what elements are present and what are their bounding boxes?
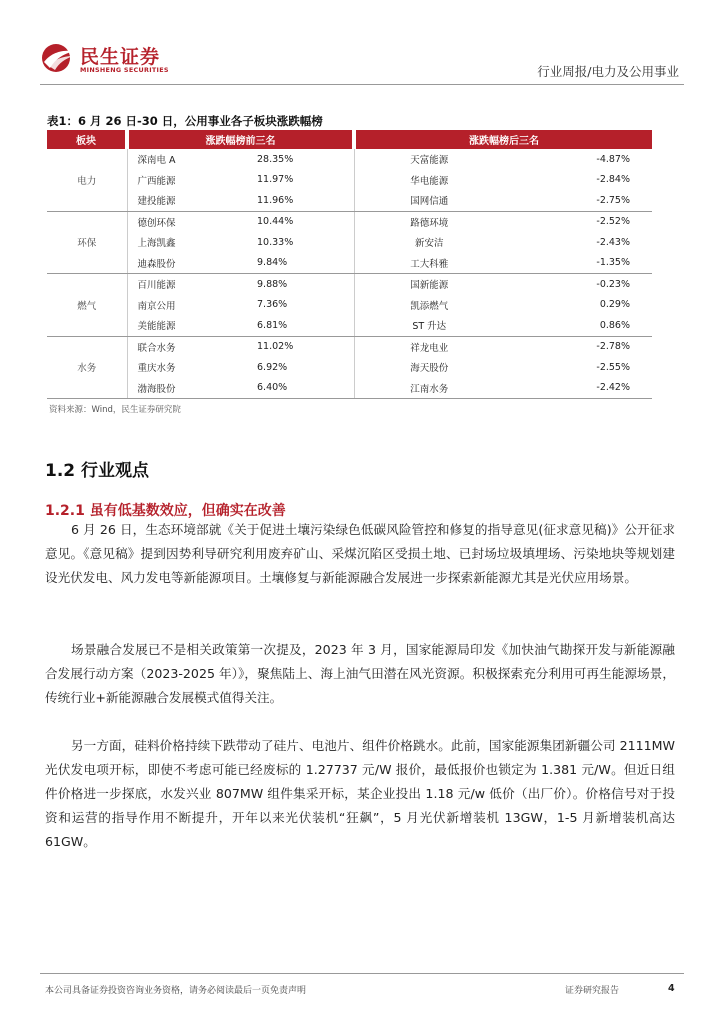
header-top-three: 涨跌幅榜前三名 — [127, 130, 354, 149]
table-header-row — [47, 130, 652, 149]
sector-cell: 环保 — [47, 211, 127, 274]
top-value-cell: 11.97% — [257, 174, 294, 186]
bottom-name-cell: 海天股份 — [354, 357, 504, 378]
bottom-name-cell: 祥龙电业 — [354, 336, 504, 357]
footer-report-type: 证券研究报告 — [565, 986, 620, 996]
paragraph-3: 另一方面，硅料价格持续下跌带动了硅片、电池片、组件价格跳水。此前，国家能源集团新疆公司 2111MW 光伏发电项开标，即使不考虑可能已经废标的 1.27737 元/W 报价，最低报价也锁定为 1.381 元/W。但近日组件价格进一步探底，水发兴业 807MW 组件集采开标，某企业投出 1.18 元/w 低价（出厂价）。价格信号对于投资和运营的指导作用不断提升，开年以来光伏装机“狂飙”，5 月光伏新增装机 13GW，1-5 月新增装机高达 61GW。 — [45, 738, 675, 849]
table-row — [47, 336, 652, 357]
page-number: 4 — [668, 983, 675, 994]
top-name-cell: 上海凯鑫 — [127, 232, 257, 253]
bottom-name-cell: 工大科雅 — [354, 253, 504, 274]
bottom-name-cell: 江南水务 — [354, 378, 504, 399]
minsheng-logo — [40, 40, 180, 80]
top-value-cell: 11.02% — [257, 341, 294, 353]
top-name-cell: 德创环保 — [127, 211, 257, 232]
bottom-name-cell: 凯添燃气 — [354, 295, 504, 316]
sector-cell: 燃气 — [47, 274, 127, 337]
bottom-value-cell: -2.55% — [596, 361, 630, 373]
top-name-cell: 渤海股份 — [127, 378, 257, 399]
bottom-value-cell: -2.52% — [596, 216, 630, 228]
bottom-name-cell: ST 升达 — [354, 315, 504, 336]
table-row — [47, 232, 652, 253]
top-name-cell: 联合水务 — [127, 336, 257, 357]
top-value-cell: 28.35% — [257, 153, 294, 165]
bottom-name-cell: 路德环境 — [354, 211, 504, 232]
table-row — [47, 295, 652, 316]
table-row — [47, 211, 652, 232]
bottom-value-cell: -0.23% — [596, 278, 630, 290]
sector-cell: 水务 — [47, 336, 127, 399]
bottom-value-cell: -2.75% — [504, 190, 652, 211]
table-row — [47, 170, 652, 191]
table-row — [47, 190, 652, 211]
bottom-value-cell: 0.29% — [599, 299, 630, 311]
bottom-name-cell: 新安洁 — [354, 232, 504, 253]
bottom-value-cell: -2.42% — [504, 378, 652, 399]
sector-cell: 电力 — [47, 149, 127, 211]
top-name-cell: 南京公用 — [127, 295, 257, 316]
top-value-cell: 9.84% — [257, 253, 354, 274]
bottom-value-cell: -2.84% — [596, 174, 630, 186]
bottom-value-cell: -2.43% — [596, 236, 630, 248]
table-row — [47, 357, 652, 378]
paragraph-1: 6 月 26 日，生态环境部就《关于促进土壤污染绿色低碳风险管控和修复的指导意见(征求意见稿)》公开征求意见。《意见稿》提到因势利导研究利用废弃矿山、采煤沉陷区受损土地、已封场垃圾填埋场、污染地块等规划建设光伏发电、风力发电等新能源项目。土壤修复与新能源融合发展进一步探索新能源尤其是光伏应用场景。 — [45, 522, 675, 585]
table-row — [47, 149, 652, 170]
bottom-value-cell: -2.78% — [596, 341, 630, 353]
report-section-label: 行业周报/电力及公用事业 — [537, 64, 679, 79]
paragraph-2: 场景融合发展已不是相关政策第一次提及，2023 年 3 月，国家能源局印发《加快油气勘探开发与新能源融合发展行动方案（2023-2025 年）》，聚焦陆上、海上油气田潜在风光资源。积极探索充分利用可再生能源场景，传统行业+新能源融合发展模式值得关注。 — [45, 642, 675, 705]
table-title: 表1：6 月 26 日-30 日，公用事业各子板块涨跌幅榜 — [47, 114, 323, 128]
table-row — [47, 378, 652, 399]
bottom-name-cell: 国网信通 — [354, 190, 504, 211]
top-value-cell: 9.88% — [257, 278, 288, 290]
table-source: 资料来源：Wind，民生证券研究院 — [49, 405, 181, 415]
table-row — [47, 274, 652, 295]
top-value-cell: 11.96% — [257, 190, 354, 211]
logo-chinese-text: 民生证券 — [80, 46, 161, 68]
header-divider — [40, 84, 684, 85]
bottom-name-cell: 天富能源 — [354, 149, 504, 170]
top-name-cell: 百川能源 — [127, 274, 257, 295]
top-value-cell: 10.44% — [257, 216, 294, 228]
top-name-cell: 迪森股份 — [127, 253, 257, 274]
top-value-cell: 6.92% — [257, 361, 288, 373]
bottom-name-cell: 国新能源 — [354, 274, 504, 295]
top-name-cell: 重庆水务 — [127, 357, 257, 378]
top-value-cell: 6.40% — [257, 378, 354, 399]
table-row — [47, 253, 652, 274]
table-row — [47, 315, 652, 336]
footer-divider — [40, 973, 684, 974]
bottom-value-cell: -1.35% — [504, 253, 652, 274]
top-name-cell: 建投能源 — [127, 190, 257, 211]
top-name-cell: 广西能源 — [127, 170, 257, 191]
top-name-cell: 深南电 A — [127, 149, 257, 170]
top-value-cell: 10.33% — [257, 236, 294, 248]
top-value-cell: 6.81% — [257, 315, 354, 336]
section-heading: 1.2 行业观点 — [45, 461, 150, 481]
logo-mark-icon — [40, 42, 76, 74]
bottom-name-cell: 华电能源 — [354, 170, 504, 191]
subsection-heading: 1.2.1 虽有低基数效应，但确实在改善 — [45, 503, 286, 519]
header-bottom-three: 涨跌幅榜后三名 — [354, 130, 652, 149]
page-header — [0, 0, 724, 84]
header-sector: 板块 — [47, 130, 127, 149]
bottom-value-cell: 0.86% — [504, 315, 652, 336]
bottom-value-cell: -4.87% — [596, 153, 630, 165]
sector-performance-table — [47, 130, 652, 399]
logo-english-text: MINSHENG SECURITIES — [80, 66, 169, 74]
top-name-cell: 美能能源 — [127, 315, 257, 336]
top-value-cell: 7.36% — [257, 299, 288, 311]
footer-disclaimer: 本公司具备证券投资咨询业务资格，请务必阅读最后一页免责声明 — [45, 986, 307, 996]
